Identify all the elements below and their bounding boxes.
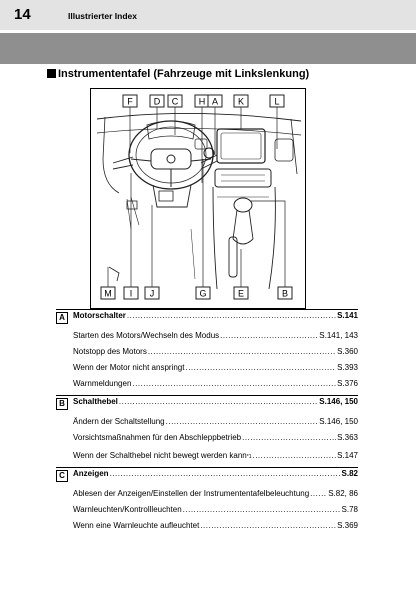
entry-b-item[interactable] bbox=[56, 433, 358, 447]
item-text: Wenn der Motor nicht anspringt bbox=[73, 363, 185, 372]
item-text: Starten des Motors/Wechseln des Modus bbox=[73, 331, 220, 340]
footnote-marker: *1 bbox=[246, 454, 252, 460]
leader-dots bbox=[200, 521, 336, 530]
page-ref: S.146, 150 bbox=[319, 397, 358, 406]
item-text: Wenn eine Warnleuchte aufleuchtet bbox=[73, 521, 200, 530]
page-number: 14 bbox=[14, 6, 31, 23]
top-strip bbox=[0, 0, 416, 30]
entry-b-item[interactable] bbox=[56, 451, 358, 465]
page-ref: S.146, 150 bbox=[319, 417, 358, 426]
entry-c-item[interactable] bbox=[56, 489, 358, 503]
entry-c-item[interactable] bbox=[56, 505, 358, 519]
section-title bbox=[47, 68, 309, 80]
leader-dots bbox=[148, 347, 336, 356]
leader-dots bbox=[185, 363, 336, 372]
leader-dots bbox=[310, 489, 327, 498]
callout-label-d: D bbox=[153, 96, 161, 107]
callout-label-e: E bbox=[237, 288, 245, 299]
separator-line bbox=[56, 309, 358, 310]
leader-dots bbox=[183, 505, 341, 514]
section-title-text: Instrumententafel (Fahrzeuge mit Linkslenkung) bbox=[58, 68, 310, 80]
callout-label-a: A bbox=[211, 96, 219, 107]
item-text: Ändern der Schaltstellung bbox=[73, 417, 165, 426]
item-text: Warnmeldungen bbox=[73, 379, 132, 388]
callout-label-c: C bbox=[171, 96, 179, 107]
page-ref: S.147 bbox=[337, 451, 358, 460]
leader-dots bbox=[252, 451, 336, 460]
header-band bbox=[0, 33, 416, 64]
running-title: Illustrierter Index bbox=[68, 11, 137, 21]
separator-line bbox=[56, 395, 358, 396]
leader-dots bbox=[132, 379, 336, 388]
item-text: Notstopp des Motors bbox=[73, 347, 147, 356]
callout-label-k: K bbox=[237, 96, 245, 107]
entry-a-item[interactable] bbox=[56, 331, 358, 345]
dashboard-illustration bbox=[90, 88, 306, 309]
entry-c-item[interactable] bbox=[56, 521, 358, 535]
page-ref: S.363 bbox=[337, 433, 358, 442]
callout-label-l: L bbox=[274, 96, 280, 107]
page-ref: S.369 bbox=[337, 521, 358, 530]
entry-a-item[interactable] bbox=[56, 363, 358, 377]
entry-a-item[interactable] bbox=[56, 379, 358, 393]
callout-label-m: M bbox=[104, 288, 112, 299]
entry-b-heading[interactable] bbox=[56, 397, 358, 411]
leader-dots bbox=[110, 469, 341, 478]
callout-label-h: H bbox=[198, 96, 206, 107]
page-ref: S.393 bbox=[337, 363, 358, 372]
page-ref: S.141 bbox=[337, 311, 358, 320]
callout-label-b: B bbox=[281, 288, 289, 299]
leader-dots bbox=[242, 433, 336, 442]
callout-label-j: J bbox=[149, 288, 155, 299]
page-ref: S.82, 86 bbox=[328, 489, 358, 498]
page-ref: S.376 bbox=[337, 379, 358, 388]
page-ref: S.82 bbox=[341, 469, 358, 478]
page-ref: S.141, 143 bbox=[319, 331, 358, 340]
entry-title: Schalthebel bbox=[73, 397, 118, 406]
square-bullet-icon bbox=[47, 69, 56, 78]
callout-label-g: G bbox=[199, 288, 207, 299]
letter-box-a: A bbox=[56, 312, 68, 324]
letter-box-b: B bbox=[56, 398, 68, 410]
entry-title: Anzeigen bbox=[73, 469, 109, 478]
leader-dots bbox=[166, 417, 319, 426]
entry-title: Motorschalter bbox=[73, 311, 126, 320]
entry-c-heading[interactable] bbox=[56, 469, 358, 483]
item-text: Vorsichtsmaßnahmen für den Abschleppbetrieb bbox=[73, 433, 242, 442]
page-ref: S.360 bbox=[337, 347, 358, 356]
item-text: Warnleuchten/Kontrollleuchten bbox=[73, 505, 182, 514]
item-text: Wenn der Schalthebel nicht bewegt werden kann bbox=[73, 451, 247, 460]
separator-line bbox=[56, 467, 358, 468]
page-ref: S.78 bbox=[341, 505, 358, 514]
callout-label-i: I bbox=[129, 288, 133, 299]
leader-dots bbox=[119, 397, 318, 406]
entry-b-item[interactable] bbox=[56, 417, 358, 431]
leader-dots bbox=[220, 331, 318, 340]
entry-a-heading[interactable] bbox=[56, 311, 358, 325]
letter-box-c: C bbox=[56, 470, 68, 482]
entry-a-item[interactable] bbox=[56, 347, 358, 361]
item-text: Ablesen der Anzeigen/Einstellen der Instrumententafelbeleuchtung bbox=[73, 489, 310, 498]
leader-dots bbox=[127, 311, 336, 320]
callout-label-f: F bbox=[127, 96, 133, 107]
